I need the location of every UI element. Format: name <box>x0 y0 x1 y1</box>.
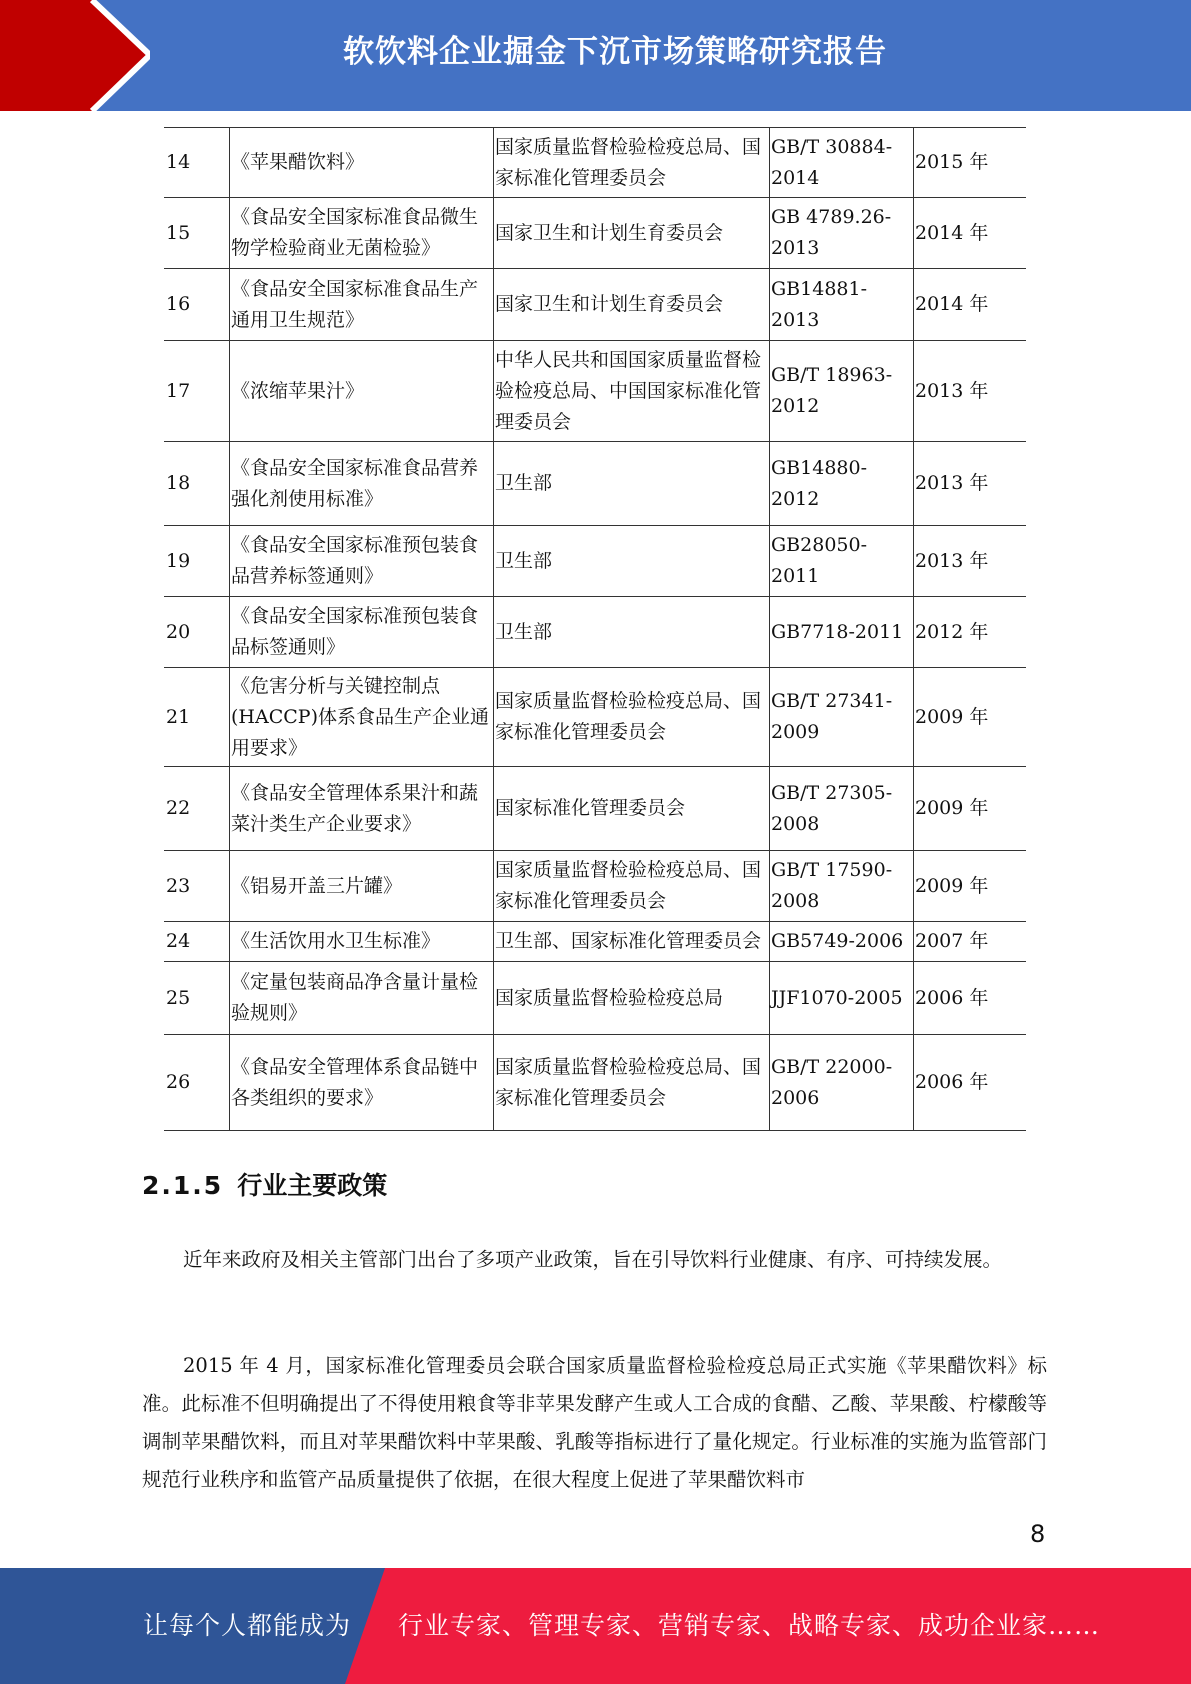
table-row <box>164 269 1026 341</box>
footer-slogan-right: 行业专家、管理专家、营销专家、战略专家、成功企业家…… <box>398 1611 1101 1640</box>
effective-year: 2006 年 <box>914 962 1027 1035</box>
section-heading <box>142 1166 387 1202</box>
row-number: 20 <box>164 597 230 668</box>
row-number: 26 <box>164 1035 230 1131</box>
standard-name: 《食品安全国家标准预包装食品标签通则》 <box>230 597 494 668</box>
issuing-organization: 国家质量监督检验检疫总局 <box>494 962 770 1035</box>
row-number: 25 <box>164 962 230 1035</box>
table-row <box>164 526 1026 597</box>
page-number: 8 <box>1030 1520 1046 1548</box>
effective-year: 2015 年 <box>914 128 1027 198</box>
effective-year: 2014 年 <box>914 198 1027 269</box>
standard-name: 《食品安全国家标准食品营养强化剂使用标准》 <box>230 442 494 526</box>
standard-code: GB/T 27341-2009 <box>770 668 914 767</box>
row-number: 21 <box>164 668 230 767</box>
table-row <box>164 851 1026 922</box>
issuing-organization: 卫生部 <box>494 526 770 597</box>
standard-name: 《苹果醋饮料》 <box>230 128 494 198</box>
standard-code: GB/T 30884-2014 <box>770 128 914 198</box>
page-footer <box>0 1568 1191 1684</box>
table-row <box>164 442 1026 526</box>
standard-name: 《铝易开盖三片罐》 <box>230 851 494 922</box>
standards-table <box>164 127 1026 1131</box>
table-row <box>164 962 1026 1035</box>
issuing-organization: 国家质量监督检验检疫总局、国家标准化管理委员会 <box>494 128 770 198</box>
row-number: 15 <box>164 198 230 269</box>
table-row <box>164 1035 1026 1131</box>
standard-code: GB/T 22000-2006 <box>770 1035 914 1131</box>
report-title: 软饮料企业掘金下沉市场策略研究报告 <box>343 34 887 70</box>
effective-year: 2009 年 <box>914 851 1027 922</box>
effective-year: 2013 年 <box>914 341 1027 442</box>
row-number: 23 <box>164 851 230 922</box>
paragraph: 近年来政府及相关主管部门出台了多项产业政策，旨在引导饮料行业健康、有序、可持续发展。 <box>183 1248 1003 1271</box>
table-row <box>164 341 1026 442</box>
table-row <box>164 922 1026 962</box>
standard-name: 《定量包装商品净含量计量检验规则》 <box>230 962 494 1035</box>
issuing-organization: 卫生部 <box>494 597 770 668</box>
standard-code: GB14880-2012 <box>770 442 914 526</box>
issuing-organization: 国家质量监督检验检疫总局、国家标准化管理委员会 <box>494 1035 770 1131</box>
table-row <box>164 198 1026 269</box>
page-header <box>0 0 1191 111</box>
effective-year: 2013 年 <box>914 442 1027 526</box>
effective-year: 2013 年 <box>914 526 1027 597</box>
standard-code: GB/T 27305-2008 <box>770 767 914 851</box>
table-row <box>164 597 1026 668</box>
effective-year: 2006 年 <box>914 1035 1027 1131</box>
issuing-organization: 国家质量监督检验检疫总局、国家标准化管理委员会 <box>494 851 770 922</box>
issuing-organization: 卫生部 <box>494 442 770 526</box>
standard-code: GB14881-2013 <box>770 269 914 341</box>
standard-name: 《浓缩苹果汁》 <box>230 341 494 442</box>
standard-code: JJF1070-2005 <box>770 962 914 1035</box>
effective-year: 2014 年 <box>914 269 1027 341</box>
row-number: 17 <box>164 341 230 442</box>
standard-name: 《食品安全管理体系食品链中各类组织的要求》 <box>230 1035 494 1131</box>
standard-name: 《食品安全国家标准食品生产通用卫生规范》 <box>230 269 494 341</box>
row-number: 14 <box>164 128 230 198</box>
standard-code: GB/T 17590-2008 <box>770 851 914 922</box>
header-chevron-decoration <box>0 0 150 111</box>
row-number: 19 <box>164 526 230 597</box>
issuing-organization <box>494 922 770 962</box>
table-row <box>164 668 1026 767</box>
effective-year: 2012 年 <box>914 597 1027 668</box>
issuing-organization: 国家标准化管理委员会 <box>494 767 770 851</box>
standard-code: GB28050-2011 <box>770 526 914 597</box>
effective-year: 2007 年 <box>914 922 1027 962</box>
paragraph: 2015 年 4 月，国家标准化管理委员会联合国家质量监督检验检疫总局正式实施《苹果醋饮料》标准。此标准不但明确提出了不得使用粮食等非苹果发酵产生或人工合成的食醋、乙酸、苹果酸、柠檬酸等调制苹果醋饮料，而且对苹果醋饮料中苹果酸、乳酸等指标进行了量化规定。行业标准的实施为监管部门规范行业秩序和监管产品质量提供了依据，在很大程度上促进了苹果醋饮料市 <box>142 1354 1047 1491</box>
issuing-organization: 中华人民共和国国家质量监督检验检疫总局、中国国家标准化管理委员会 <box>494 341 770 442</box>
issuing-organization-text: 卫生部、国家标准化管理委员会 <box>495 929 762 952</box>
issuing-organization: 国家卫生和计划生育委员会 <box>494 198 770 269</box>
section-number: 2.1.5 <box>142 1171 224 1200</box>
section-title: 行业主要政策 <box>237 1171 388 1200</box>
standard-name: 《危害分析与关键控制点(HACCP)体系食品生产企业通用要求》 <box>230 668 494 767</box>
effective-year: 2009 年 <box>914 668 1027 767</box>
row-number: 24 <box>164 922 230 962</box>
table-row <box>164 128 1026 198</box>
standard-code: GB5749-2006 <box>770 922 914 962</box>
issuing-organization: 国家卫生和计划生育委员会 <box>494 269 770 341</box>
footer-slogan-left: 让每个人都能成为 <box>143 1611 352 1640</box>
issuing-organization: 国家质量监督检验检疫总局、国家标准化管理委员会 <box>494 668 770 767</box>
row-number: 16 <box>164 269 230 341</box>
standard-code: GB/T 18963-2012 <box>770 341 914 442</box>
standard-code: GB7718-2011 <box>770 597 914 668</box>
standard-name: 《生活饮用水卫生标准》 <box>230 922 494 962</box>
table-row <box>164 767 1026 851</box>
row-number: 18 <box>164 442 230 526</box>
standard-code: GB 4789.26-2013 <box>770 198 914 269</box>
row-number: 22 <box>164 767 230 851</box>
effective-year: 2009 年 <box>914 767 1027 851</box>
standard-name: 《食品安全国家标准食品微生物学检验商业无菌检验》 <box>230 198 494 269</box>
standard-name: 《食品安全国家标准预包装食品营养标签通则》 <box>230 526 494 597</box>
standard-name: 《食品安全管理体系果汁和蔬菜汁类生产企业要求》 <box>230 767 494 851</box>
